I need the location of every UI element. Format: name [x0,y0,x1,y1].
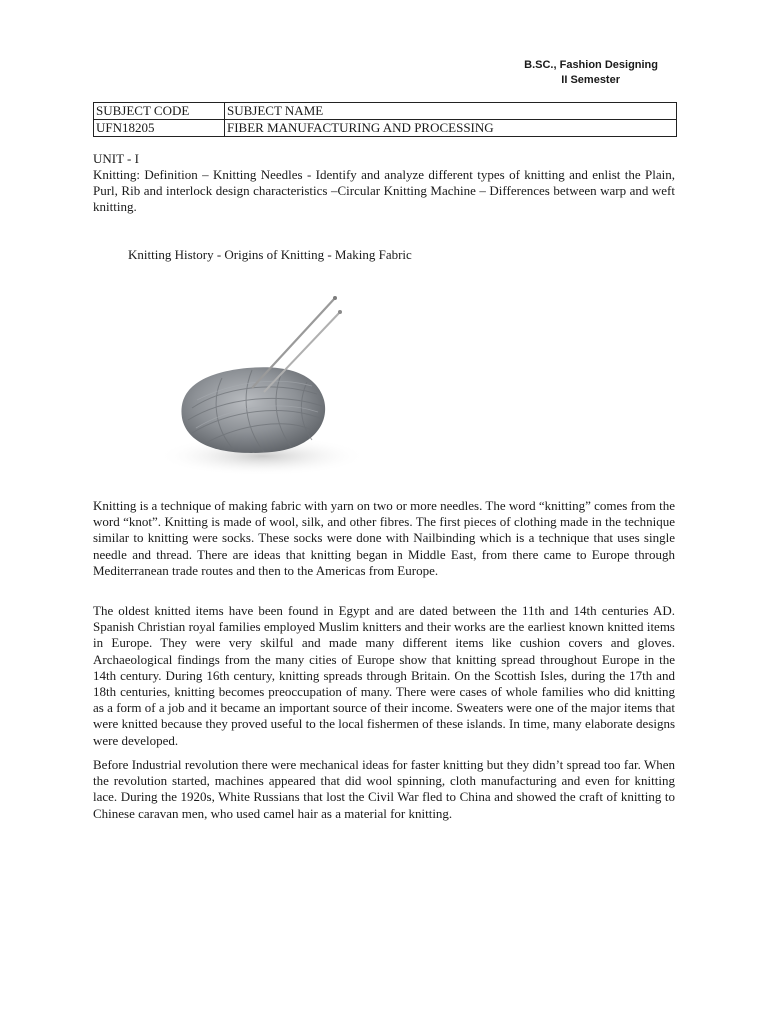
subject-name-header: SUBJECT NAME [225,103,677,120]
unit-section [93,151,675,215]
subject-table-header-row [94,103,677,120]
paragraph-knitting-history: The oldest knitted items have been found in Egypt and are dated between the 11th and 14th centuries AD. Spanish Christian royal families employed Muslim knitters and their works are the earliest known knitted items in Europe. They were very skilful and made many different items like cushion covers and gloves. Archaeological findings from the many cities of Europe show that knitting spread throughout Europe in the 14th century. During 16th century, knitting spreads through Britain. On the Scottish Isles, during the 17th and 18th centuries, knitting becomes preoccupation of many. There were cases of whole families who did knitting as a form of a job and it became an important source of their income. Sweaters were one of the major items that were knitted because they proved useful to the local fishermen of these islands. In time, many elaborate designs were developed. [93,603,675,748]
subject-name-value: FIBER MANUFACTURING AND PROCESSING [225,120,677,137]
yarn-ball-image [152,268,402,486]
document-header [488,58,658,88]
unit-title: UNIT - I [93,151,139,166]
subject-table [93,102,677,137]
paragraph-industrial-revolution: Before Industrial revolution there were mechanical ideas for faster knitting but they didn’t spread too far. When the revolution started, machines appeared that did wool spinning, cloth manufacturing and even for knitting lace. During the 1920s, White Russians that lost the Civil War fled to China and showed the craft of knitting to Chinese caravan men, who used camel hair as a material for knitting. [93,757,675,821]
subject-code-value: UFN18205 [94,120,225,137]
figure-caption: Knitting History - Origins of Knitting - Making Fabric [128,247,412,262]
subject-code-header: SUBJECT CODE [94,103,225,120]
subject-table-row [94,120,677,137]
program-name: B.SC., Fashion Designing [524,59,658,71]
yarn-ball-with-needles-icon [152,268,402,486]
semester-label: II Semester [561,74,620,86]
paragraph-knitting-definition: Knitting is a technique of making fabric with yarn on two or more needles. The word “knitting” comes from the word “knot”. Knitting is made of wool, silk, and other fibres. The first pieces of clothing made in the technique similar to knitting were socks. These socks were done with Nailbinding which is a technique that uses single needle and thread. There are ideas that knitting began in Middle East, from there came to Europe through Mediterranean trade routes and then to the Americas from Europe. [93,498,675,578]
unit-description: Knitting: Definition – Knitting Needles - Identify and analyze different types of knitting and enlist the Plain, Purl, Rib and interlock design characteristics –Circular Knitting Machine – Differences between warp and weft knitting. [93,167,675,214]
